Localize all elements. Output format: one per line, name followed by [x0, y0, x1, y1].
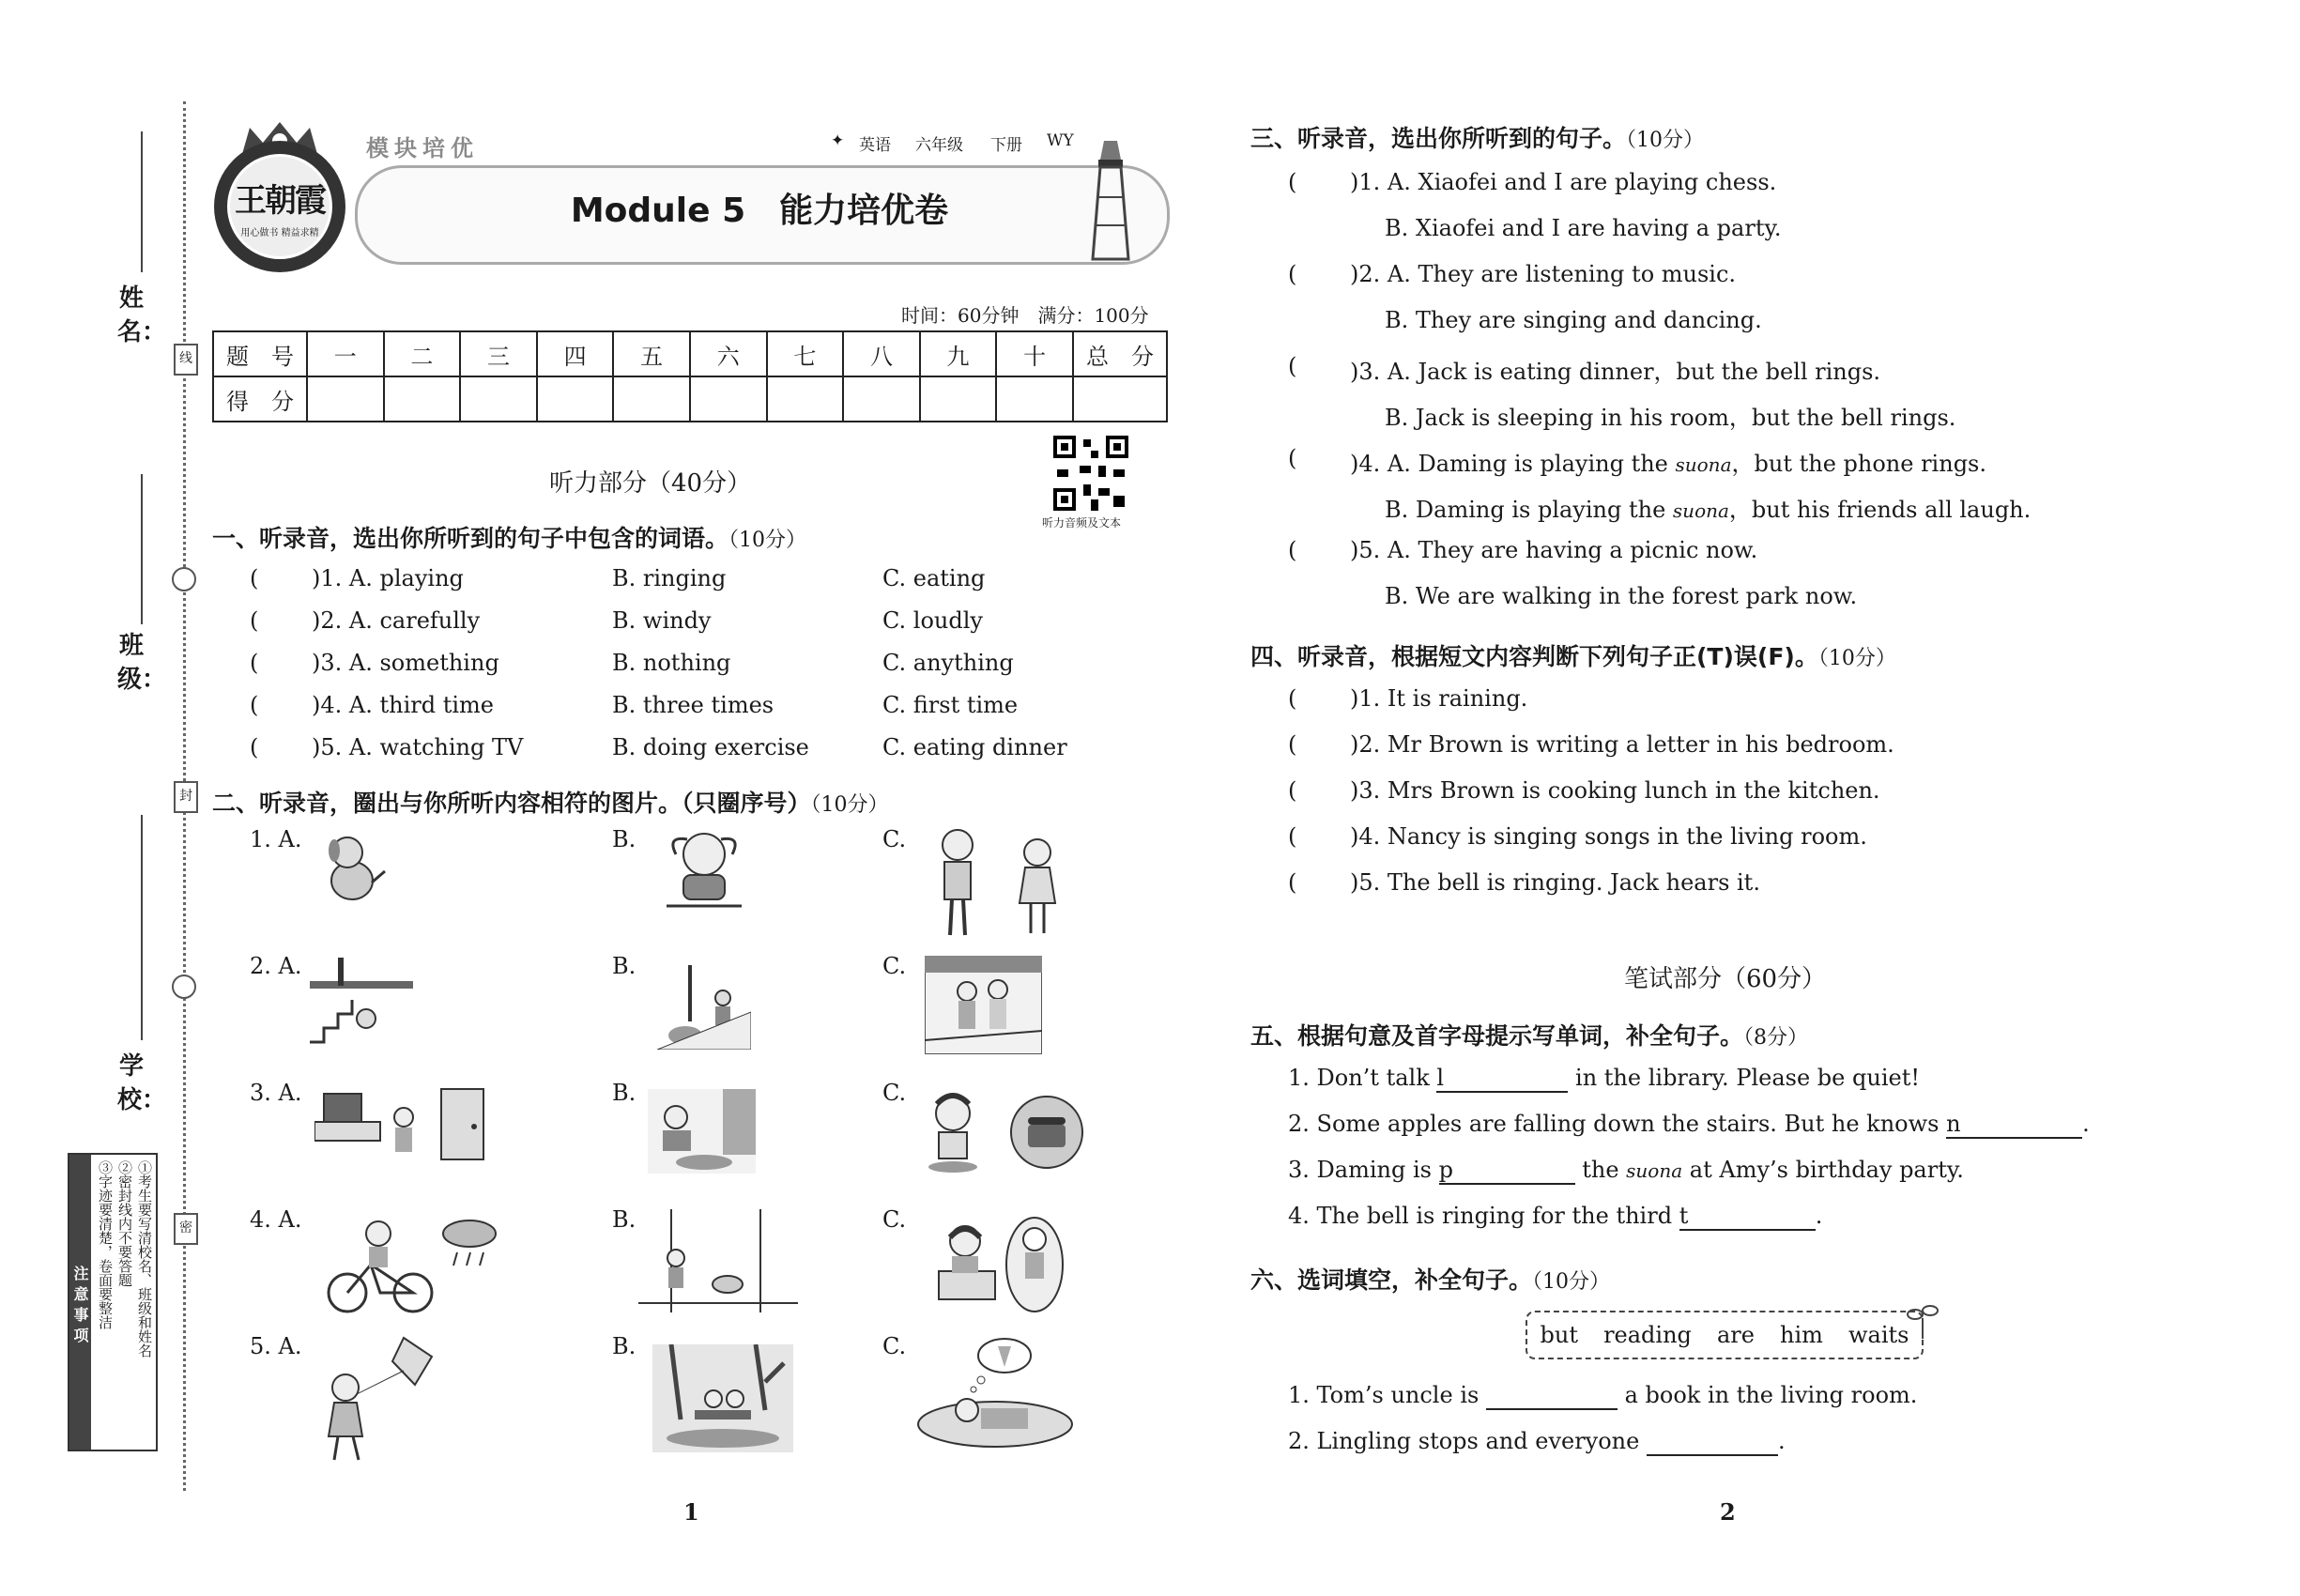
picture-label[interactable]: 2. A.: [250, 953, 302, 979]
picture-label[interactable]: B.: [612, 1206, 636, 1233]
section-title-text: 六、选词填空，补全句子。: [1250, 1266, 1533, 1294]
hint-letter: l: [1436, 1065, 1445, 1091]
table-cell: 五: [613, 331, 690, 376]
picture-label[interactable]: B.: [612, 826, 636, 852]
writing-title: 笔试部分（60分）: [1624, 965, 1827, 993]
score-cell[interactable]: [843, 376, 920, 422]
table-cell: 题 号: [213, 331, 307, 376]
kite-picture: [310, 1333, 437, 1465]
text: 3. Daming is: [1288, 1157, 1439, 1183]
text: at Amy’s birthday party.: [1682, 1157, 1964, 1183]
seal-circle: [172, 567, 196, 591]
answer-bracket[interactable]: (: [250, 565, 259, 591]
fill-sentence: [1288, 1111, 2090, 1139]
word-option: him: [1780, 1322, 1823, 1348]
qr-caption: 听力音频及文本: [1042, 516, 1122, 529]
answer-bracket[interactable]: (: [1288, 731, 1297, 758]
name-label: 姓 名：: [117, 284, 167, 346]
fill-sentence: [1288, 1382, 1917, 1410]
picture-label[interactable]: 1. A.: [250, 826, 302, 852]
option-a: )1. A. Xiaofei and I are playing chess.: [1350, 169, 1777, 195]
picture-label[interactable]: C.: [882, 1206, 907, 1233]
section-2-title: [212, 785, 889, 819]
table-cell: 三: [460, 331, 537, 376]
picture-label[interactable]: C.: [882, 1333, 907, 1359]
statement: )3. Mrs Brown is cooking lunch in the kitchen.: [1350, 777, 1880, 804]
edition: WY: [1047, 131, 1074, 150]
score-table: [212, 330, 1168, 422]
option-b: B. Xiaofei and I are having a party.: [1385, 215, 1782, 241]
tv-and-door-picture: [314, 1084, 498, 1164]
picture-label[interactable]: C.: [882, 826, 907, 852]
score-input-row: [213, 376, 1167, 422]
park-bench-picture: [652, 1344, 793, 1452]
fill-sentence: [1288, 1428, 1786, 1456]
option-c: C. anything: [882, 650, 1014, 676]
subject: 英语: [859, 136, 891, 155]
school-label: 学 校：: [117, 1052, 167, 1114]
lighthouse-icon: [1078, 131, 1143, 263]
answer-bracket[interactable]: (: [1288, 537, 1297, 563]
answer-bracket[interactable]: (: [1288, 353, 1297, 379]
option-b: [1385, 491, 2031, 524]
seal-char: 封: [174, 781, 198, 813]
volume: 下册: [990, 136, 1022, 155]
phone-ringing-picture: [920, 1087, 1084, 1176]
italic-word: suona: [1675, 453, 1732, 476]
option-c: C. first time: [882, 692, 1019, 718]
notes-box: [68, 1153, 158, 1451]
section-title-text: 一、听录音，选出你所听到的句子中包含的词语。: [212, 525, 729, 552]
grade: 六年级: [915, 136, 963, 155]
answer-blank[interactable]: [1679, 1203, 1816, 1231]
word-option: waits: [1848, 1322, 1909, 1348]
seal-char: 密: [174, 1213, 198, 1245]
statement: )1. It is raining.: [1350, 685, 1528, 712]
hint-letter: n: [1946, 1111, 1961, 1137]
section-points: （10分）: [728, 529, 807, 552]
answer-bracket[interactable]: (: [1288, 869, 1297, 896]
seal-circle: [172, 974, 196, 999]
text: 1. Tom’s uncle is: [1288, 1382, 1486, 1408]
crying-child-picture: [648, 826, 760, 915]
answer-bracket[interactable]: (: [250, 734, 259, 760]
stairs-picture: [310, 953, 413, 1047]
answer-bracket[interactable]: (: [250, 607, 259, 634]
section-points: （10分）: [1626, 129, 1705, 152]
text: B. Daming is playing the: [1385, 497, 1673, 523]
class-label: 班 级：: [117, 632, 167, 694]
section-1-title: [212, 520, 806, 554]
answer-blank[interactable]: [1439, 1157, 1575, 1185]
text: .: [1777, 1428, 1786, 1454]
section-points: （8分）: [1743, 1026, 1809, 1050]
star-icon: ✦: [831, 131, 845, 150]
table-cell: 六: [690, 331, 767, 376]
score-header-row: [213, 331, 1167, 376]
score-cell[interactable]: [767, 376, 844, 422]
girl-and-boy-picture: [929, 1213, 1070, 1316]
listening-title: 听力部分（40分）: [549, 469, 752, 498]
note-item: ③字迹要清楚，卷面要整洁: [97, 1160, 114, 1329]
brand-name: 王朝霞: [235, 182, 325, 220]
table-cell: 九: [920, 331, 997, 376]
score-cell[interactable]: [920, 376, 997, 422]
answer-bracket[interactable]: (: [1288, 685, 1297, 712]
picture-label[interactable]: 4. A.: [250, 1206, 302, 1233]
page-number: 2: [1720, 1498, 1736, 1526]
picture-label[interactable]: B.: [612, 1333, 636, 1359]
fill-sentence: [1288, 1157, 1964, 1185]
option-a: )5. A. watching TV: [312, 734, 524, 760]
text: 2. Lingling stops and everyone: [1288, 1428, 1647, 1454]
option-b: B. nothing: [612, 650, 731, 676]
page-title: Module 5 能力培优卷: [570, 192, 949, 230]
boy-and-girl-picture: [920, 824, 1080, 942]
option-b: B. ringing: [612, 565, 727, 591]
option-b: B. three times: [612, 692, 774, 718]
section-4-title: [1250, 638, 1896, 672]
option-a: )2. A. carefully: [312, 607, 481, 634]
section-6-title: [1250, 1262, 1610, 1296]
answer-bracket[interactable]: (: [1288, 445, 1297, 471]
answer-bracket[interactable]: (: [1288, 261, 1297, 287]
two-kids-outdoor-picture: [925, 956, 1042, 1054]
score-cell[interactable]: [460, 376, 537, 422]
section-3-title: [1250, 120, 1704, 154]
school-line: [141, 815, 143, 1040]
section-points: （10分）: [810, 793, 889, 817]
fill-sentence: [1288, 1203, 1822, 1231]
text: ，but his friends all laugh.: [1728, 497, 2032, 523]
bike-in-rain-picture: [314, 1213, 502, 1316]
table-cell: 七: [767, 331, 844, 376]
text: ，but the phone rings.: [1731, 451, 1986, 477]
option-b: B. doing exercise: [612, 734, 809, 760]
option-a: )5. A. They are having a picnic now.: [1350, 537, 1758, 563]
kid-sleeping-picture: [648, 1089, 756, 1174]
word-option: reading: [1603, 1322, 1692, 1348]
italic-word: suona: [1626, 1159, 1683, 1182]
text: in the library. Please be quiet!: [1568, 1065, 1920, 1091]
class-line: [141, 474, 143, 624]
italic-word: suona: [1672, 499, 1729, 522]
statement: )2. Mr Brown is writing a letter in his bedroom.: [1350, 731, 1894, 758]
picture-label[interactable]: B.: [612, 1080, 636, 1106]
section-title-text: 五、根据句意及首字母提示写单词，补全句子。: [1250, 1022, 1744, 1050]
score-cell[interactable]: [384, 376, 461, 422]
table-cell: 一: [307, 331, 384, 376]
option-a: )3. A. something: [312, 650, 499, 676]
street-picture: [657, 956, 751, 1050]
section-title-text: 四、听录音，根据短文内容判断下列句子正(T)误(F)。: [1250, 643, 1818, 670]
picture-label[interactable]: 3. A.: [250, 1080, 302, 1106]
picture-label[interactable]: C.: [882, 1080, 907, 1106]
option-c: C. eating dinner: [882, 734, 1067, 760]
answer-blank[interactable]: [1436, 1065, 1568, 1093]
fill-sentence: [1288, 1065, 1920, 1093]
table-cell: 八: [843, 331, 920, 376]
text: the: [1574, 1157, 1627, 1183]
statement: )4. Nancy is singing songs in the living room.: [1350, 823, 1867, 850]
answer-bracket[interactable]: (: [250, 692, 259, 718]
table-cell: 得 分: [213, 376, 307, 422]
statement: )5. The bell is ringing. Jack hears it.: [1350, 869, 1760, 896]
option-b: B. Jack is sleeping in his room，but the bell rings.: [1385, 405, 1956, 431]
dreaming-picture: [915, 1335, 1075, 1448]
answer-blank[interactable]: [1647, 1428, 1778, 1456]
brand-logo: [214, 141, 345, 272]
note-item: ②密封线内不要答题: [116, 1160, 133, 1287]
score-cell[interactable]: [1073, 376, 1167, 422]
option-a: )1. A. playing: [312, 565, 464, 591]
score-cell[interactable]: [613, 376, 690, 422]
brand-slogan: 用心做书 精益求精: [240, 228, 319, 238]
score-cell[interactable]: [690, 376, 767, 422]
picture-label[interactable]: B.: [612, 953, 636, 979]
seal-char: 线: [174, 344, 198, 376]
option-b: B. windy: [612, 607, 712, 634]
qr-code-icon[interactable]: [1050, 432, 1132, 514]
section-points: （10分）: [1532, 1270, 1611, 1294]
word-option: but: [1540, 1322, 1578, 1348]
option-a: )3. A. Jack is eating dinner，but the bell rings.: [1350, 359, 1881, 385]
time-and-score: 时间：60分钟 满分：100分: [901, 304, 1149, 327]
section-title-text: 二、听录音，圈出与你所听内容相符的图片。（只圈序号）: [212, 790, 811, 817]
section-points: （10分）: [1817, 647, 1896, 670]
text: 2. Some apples are falling down the stairs. But he knows: [1288, 1111, 1947, 1137]
notes-title: 注意事项: [69, 1155, 91, 1450]
text: )4. A. Daming is playing the: [1350, 451, 1676, 477]
notes-list: [91, 1155, 158, 1450]
table-cell: 总 分: [1073, 331, 1167, 376]
picture-label[interactable]: C.: [882, 953, 907, 979]
hint-letter: p: [1438, 1157, 1453, 1183]
answer-bracket[interactable]: (: [1288, 823, 1297, 850]
score-cell[interactable]: [537, 376, 614, 422]
picture-label[interactable]: 5. A.: [250, 1333, 302, 1359]
word-option: are: [1716, 1322, 1755, 1348]
option-a: )4. A. third time: [312, 692, 495, 718]
dog-on-road-picture: [638, 1209, 798, 1312]
option-b: B. They are singing and dancing.: [1385, 307, 1762, 333]
hint-letter: t: [1679, 1203, 1689, 1229]
text: 4. The bell is ringing for the third: [1288, 1203, 1679, 1229]
table-cell: 二: [384, 331, 461, 376]
table-cell: 四: [537, 331, 614, 376]
text: .: [1815, 1203, 1823, 1229]
note-item: ①考生要写清校名、班级和姓名: [136, 1160, 153, 1358]
score-cell[interactable]: [996, 376, 1073, 422]
word-bank: [1526, 1311, 1924, 1359]
dog-picture: [310, 826, 394, 911]
score-cell[interactable]: [307, 376, 384, 422]
series-label: 模块培优: [366, 134, 479, 161]
option-c: C. eating: [882, 565, 986, 591]
page-number: 1: [683, 1498, 699, 1526]
option-b: B. We are walking in the forest park now.: [1385, 583, 1858, 609]
option-c: C. loudly: [882, 607, 983, 634]
option-a: [1350, 445, 1986, 478]
answer-bracket[interactable]: (: [1288, 777, 1297, 804]
answer-blank[interactable]: [1946, 1111, 2082, 1139]
option-a: )2. A. They are listening to music.: [1350, 261, 1737, 287]
text: 1. Don’t talk: [1288, 1065, 1437, 1091]
name-line: [141, 131, 143, 272]
section-5-title: [1250, 1018, 1808, 1051]
answer-bracket[interactable]: (: [250, 650, 259, 676]
table-cell: 十: [996, 331, 1073, 376]
answer-bracket[interactable]: (: [1288, 169, 1297, 195]
answer-blank[interactable]: [1486, 1382, 1618, 1410]
text: .: [2082, 1111, 2090, 1137]
text: a book in the living room.: [1617, 1382, 1918, 1408]
sprout-icon: [1906, 1301, 1940, 1339]
section-title-text: 三、听录音，选出你所听到的句子。: [1250, 125, 1627, 152]
